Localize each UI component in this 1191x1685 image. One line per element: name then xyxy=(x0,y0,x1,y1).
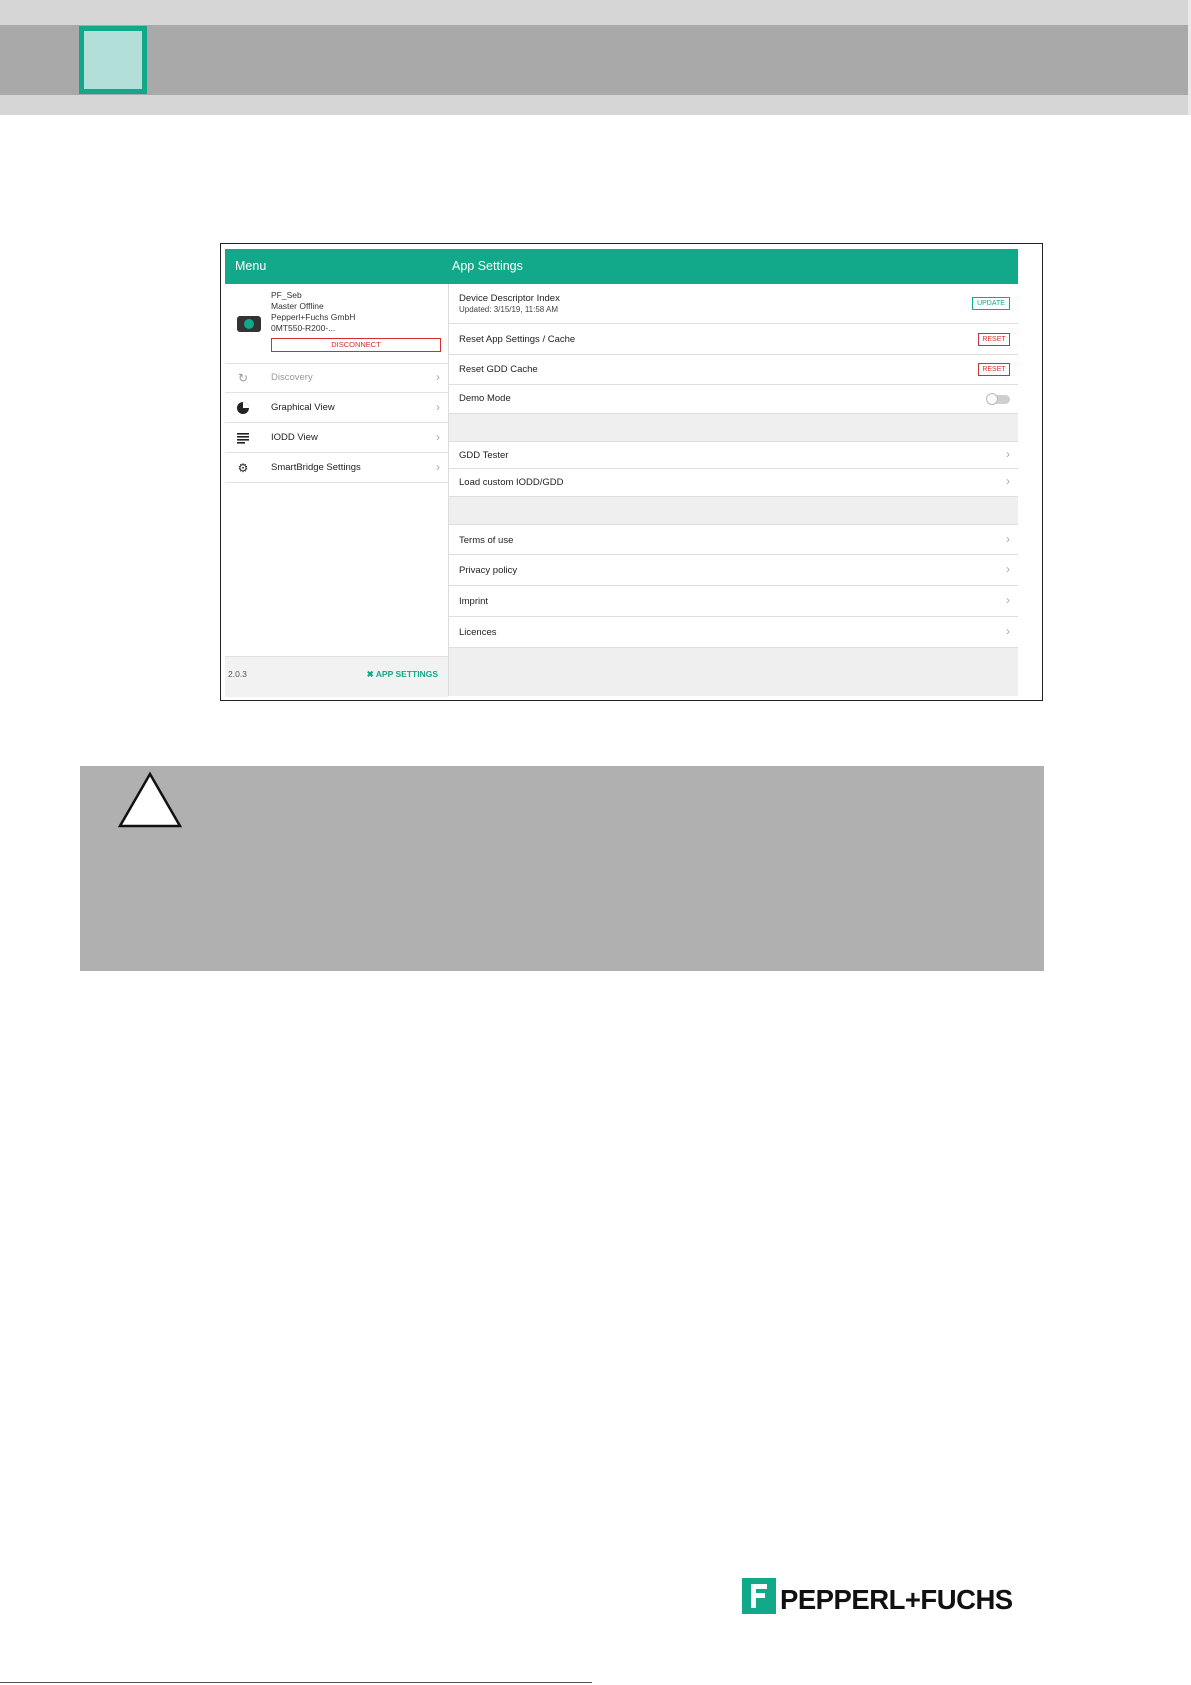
licences-label: Licences xyxy=(459,627,497,638)
settings-row-imprint[interactable] xyxy=(449,586,1018,617)
list-icon xyxy=(236,431,250,445)
menu-item-label: Graphical View xyxy=(271,402,335,413)
menu-item-label: Discovery xyxy=(271,372,313,383)
app-settings-button[interactable] xyxy=(367,669,438,680)
logo-text: PEPPERL+FUCHS xyxy=(780,1584,1013,1615)
device-icon xyxy=(237,316,261,332)
app-screenshot xyxy=(220,243,1043,701)
settings-row-demo-mode xyxy=(449,385,1018,414)
chevron-right-icon: › xyxy=(1006,447,1010,461)
pie-chart-icon xyxy=(236,401,250,415)
menu-item-smartbridge-settings[interactable] xyxy=(225,453,448,483)
app-title-bar xyxy=(225,249,1018,284)
settings-row-descriptor xyxy=(449,284,1018,324)
device-vendor: Pepperl+Fuchs GmbH xyxy=(271,312,356,322)
menu-item-discovery[interactable] xyxy=(225,363,448,393)
descriptor-updated: Updated: 3/15/19, 11:58 AM xyxy=(459,305,559,314)
warning-note-box xyxy=(80,766,1044,971)
descriptor-label: Device Descriptor Index xyxy=(459,293,560,304)
chevron-right-icon: › xyxy=(1006,474,1010,488)
chevron-right-icon: › xyxy=(1006,593,1010,607)
update-button[interactable]: UPDATE xyxy=(972,297,1010,310)
reset-gdd-label: Reset GDD Cache xyxy=(459,364,538,375)
menu-item-graphical-view[interactable] xyxy=(225,393,448,423)
settings-row-privacy[interactable] xyxy=(449,555,1018,586)
menu-item-label: IODD View xyxy=(271,432,318,443)
settings-row-licences[interactable] xyxy=(449,617,1018,648)
app-version: 2.0.3 xyxy=(228,669,247,679)
chevron-right-icon: › xyxy=(436,400,440,414)
chevron-right-icon: › xyxy=(436,460,440,474)
refresh-icon: ↻ xyxy=(237,371,249,385)
app-settings-label: APP SETTINGS xyxy=(375,669,438,679)
privacy-label: Privacy policy xyxy=(459,565,518,576)
menu-title: Menu xyxy=(235,259,267,273)
disconnect-button[interactable]: DISCONNECT xyxy=(271,338,441,352)
side-menu xyxy=(225,284,449,696)
warning-icon xyxy=(117,771,183,829)
device-model: 0MT550-R200-... xyxy=(271,323,336,333)
reset-gdd-button[interactable]: RESET xyxy=(978,363,1010,376)
gdd-tester-label: GDD Tester xyxy=(459,450,509,461)
chapter-marker xyxy=(79,26,147,94)
menu-item-label: SmartBridge Settings xyxy=(271,462,361,473)
footer-rule xyxy=(0,1682,592,1683)
chevron-right-icon: › xyxy=(1006,624,1010,638)
device-name: PF_Seb xyxy=(271,290,302,300)
demo-mode-label: Demo Mode xyxy=(459,393,511,404)
tools-icon: ✖ xyxy=(366,669,374,679)
settings-panel xyxy=(449,284,1018,696)
header-top-strip xyxy=(0,0,1191,25)
settings-row-reset-gdd xyxy=(449,355,1018,385)
terms-label: Terms of use xyxy=(459,535,514,546)
settings-row-terms[interactable] xyxy=(449,524,1018,555)
menu-footer xyxy=(225,656,448,697)
pepperl-fuchs-logo-icon xyxy=(742,1578,776,1614)
demo-mode-toggle[interactable] xyxy=(988,395,1010,404)
imprint-label: Imprint xyxy=(459,596,489,607)
load-custom-label: Load custom IODD/GDD xyxy=(459,477,564,488)
header-bottom-strip xyxy=(0,95,1191,115)
device-status: Master Offline xyxy=(271,301,324,311)
header-band xyxy=(0,25,1191,95)
chevron-right-icon: › xyxy=(1006,532,1010,546)
reset-cache-label: Reset App Settings / Cache xyxy=(459,334,576,345)
reset-cache-button[interactable]: RESET xyxy=(978,333,1010,346)
device-card xyxy=(225,284,448,364)
menu-item-iodd-view[interactable] xyxy=(225,423,448,453)
gear-icon: ⚙ xyxy=(237,461,249,475)
settings-row-reset-cache xyxy=(449,324,1018,355)
chevron-right-icon: › xyxy=(436,430,440,444)
chevron-right-icon: › xyxy=(436,370,440,384)
settings-row-gdd-tester[interactable] xyxy=(449,441,1018,469)
settings-title: App Settings xyxy=(452,259,523,273)
chevron-right-icon: › xyxy=(1006,562,1010,576)
settings-row-load-custom[interactable] xyxy=(449,469,1018,497)
